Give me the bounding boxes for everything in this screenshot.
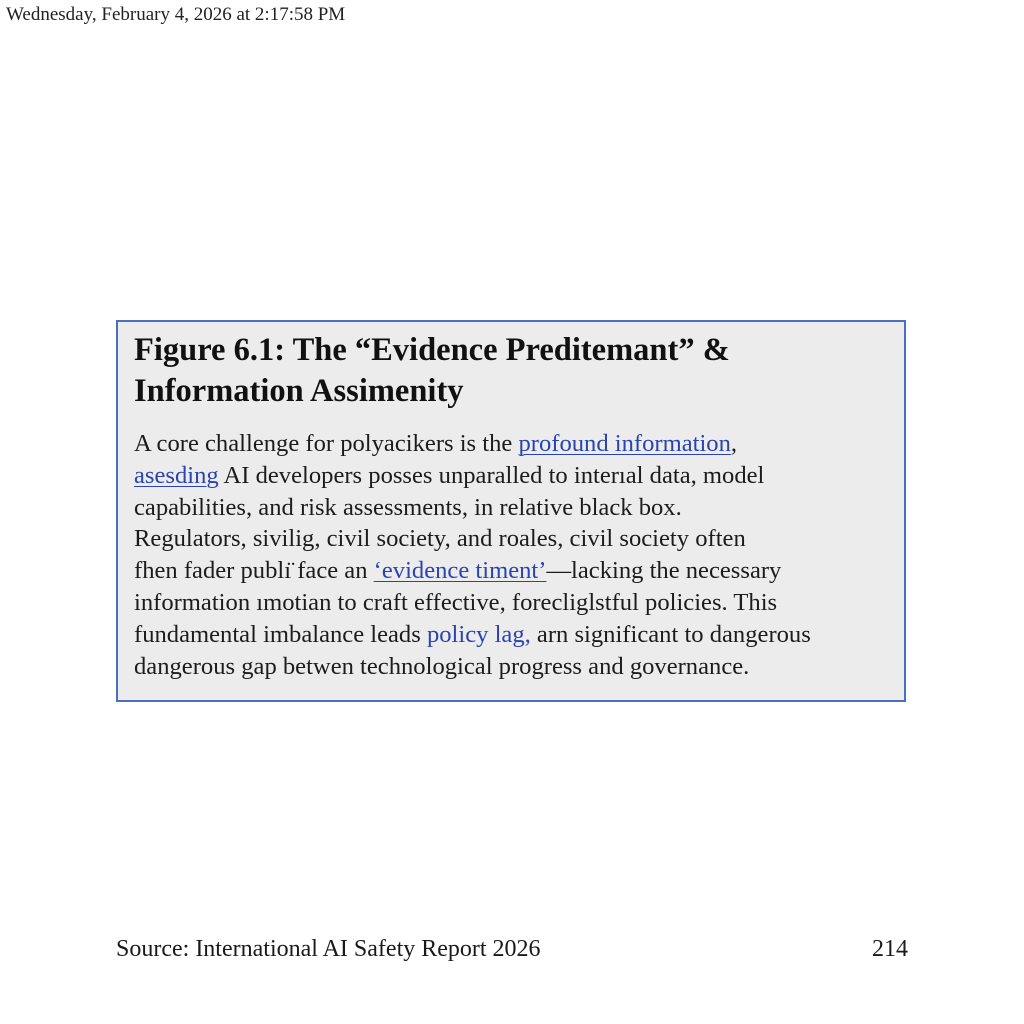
body-line-5 — [134, 555, 888, 587]
body-text: fundamental imbalance leads — [134, 620, 427, 648]
print-timestamp: Wednesday, February 4, 2026 at 2:17:58 PM — [6, 4, 346, 25]
body-text: , — [730, 430, 738, 457]
body-text: AI developers posses unparalled to interıal data, model — [218, 461, 765, 489]
footer-source: Source: International AI Safety Report 2026 — [116, 936, 541, 962]
body-line-8: dangerous gap betwen technological progress and governance. — [134, 652, 750, 680]
body-text: A core challenge for polyacikers is the — [134, 430, 519, 457]
figure-title-line-2: Information Assimenity — [134, 373, 464, 409]
body-line-6: information ımotian to craft effective, forecliglstful policies. This — [134, 588, 778, 616]
body-line-1 — [134, 428, 888, 460]
body-text: arn significant to dangerous — [530, 620, 811, 648]
body-line-3: capabilities, and risk assessments, in relative black box. — [134, 493, 682, 521]
figure-body-paragraph — [134, 428, 888, 682]
asesding-link[interactable]: asesding — [134, 461, 219, 489]
body-line-7 — [134, 619, 888, 651]
figure-title — [134, 330, 888, 412]
figure-callout-box — [116, 320, 906, 702]
body-line-2 — [134, 460, 888, 492]
profound-information-link[interactable]: profound information — [518, 430, 731, 457]
policy-lag-highlight: policy lag, — [426, 620, 531, 648]
evidence-timent-link[interactable]: ‘evidence timent’ — [373, 557, 547, 585]
body-text: fhen fader publı̈ face an — [134, 557, 374, 585]
page-number: 214 — [872, 936, 908, 962]
figure-title-line-1: Figure 6.1: The “Evidence Preditemant” & — [134, 332, 730, 368]
body-text: —lacking the necessary — [546, 557, 782, 585]
body-line-4: Regulators, sivilig, civil society, and roales, civil society often — [134, 525, 746, 553]
